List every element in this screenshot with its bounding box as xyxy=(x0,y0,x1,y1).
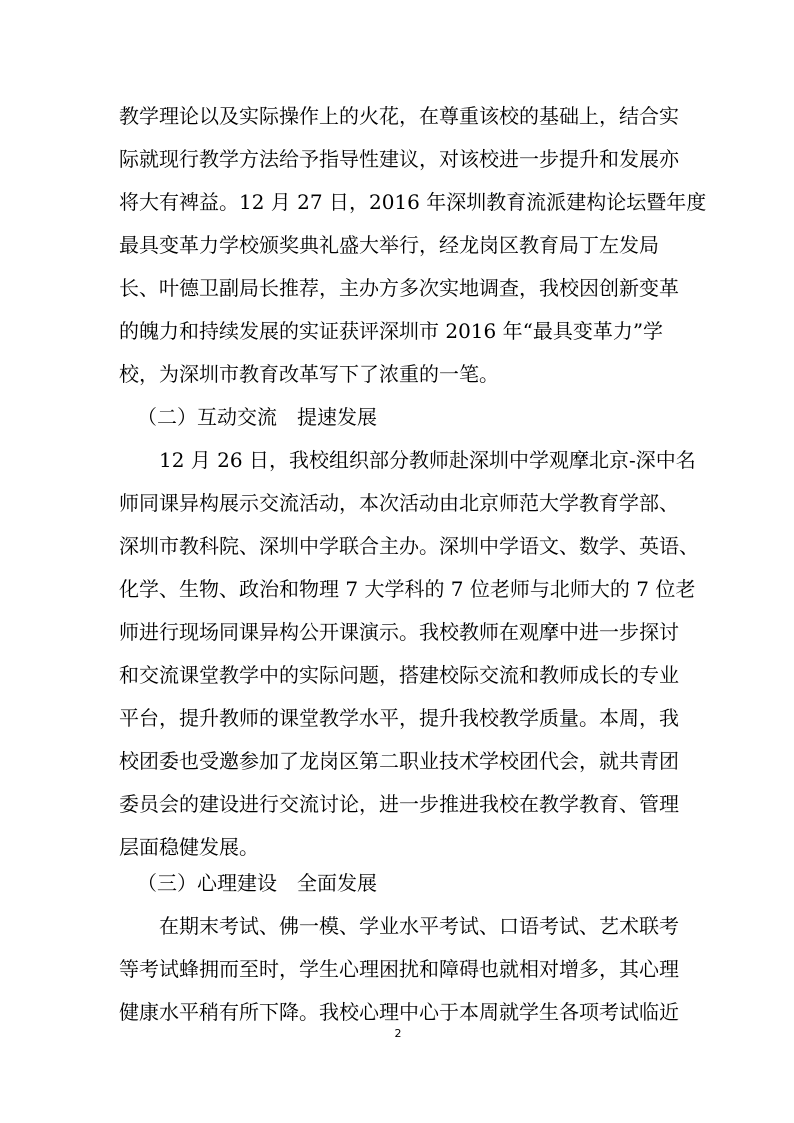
body-text-line: 际就现行教学方法给予指导性建议，对该校进一步提升和发展亦 xyxy=(119,147,679,171)
body-text-line: 平台，提升教师的课堂教学水平，提升我校教学质量。本周，我 xyxy=(119,706,679,730)
body-text-line: 将大有裨益。12 月 27 日，2016 年深圳教育流派建构论坛暨年度 xyxy=(119,190,707,214)
body-text-line: 校，为深圳市教育改革写下了浓重的一笔。 xyxy=(119,362,499,386)
body-text-line: 最具变革力学校颁奖典礼盛大举行，经龙岗区教育局丁左发局 xyxy=(119,233,659,257)
body-text-line: 和交流课堂教学中的实际问题，搭建校际交流和教师成长的专业 xyxy=(119,663,679,687)
body-text-line: 教学理论以及实际操作上的火花，在尊重该校的基础上，结合实 xyxy=(119,104,679,128)
body-text-line: 校团委也受邀参加了龙岗区第二职业技术学校团代会，就共青团 xyxy=(119,749,679,773)
body-text-line: 师进行现场同课异构公开课演示。我校教师在观摩中进一步探讨 xyxy=(119,620,679,644)
page-number: 2 xyxy=(394,1027,402,1040)
body-text-line: 在期末考试、佛一模、学业水平考试、口语考试、艺术联考 xyxy=(159,914,679,938)
body-text-line: 委员会的建设进行交流讨论，进一步推进我校在教学教育、管理 xyxy=(119,792,679,816)
body-text-line: 师同课异构展示交流活动，本次活动由北京师范大学教育学部、 xyxy=(119,491,679,515)
section-heading: （三）心理建设 全面发展 xyxy=(137,871,377,895)
body-text-line: 层面稳健发展。 xyxy=(119,835,259,859)
body-text-line: 的魄力和持续发展的实证获评深圳市 2016 年“最具变革力”学 xyxy=(119,319,664,343)
body-text-line: 深圳市教科院、深圳中学联合主办。深圳中学语文、数学、英语、 xyxy=(119,534,699,558)
body-text-line: 化学、生物、政治和物理 7 大学科的 7 位老师与北师大的 7 位老 xyxy=(119,577,696,601)
section-heading: （二）互动交流 提速发展 xyxy=(137,405,377,429)
body-text-line: 长、叶德卫副局长推荐，主办方多次实地调查，我校因创新变革 xyxy=(119,276,679,300)
body-text-line: 12 月 26 日，我校组织部分教师赴深圳中学观摩北京-深中名 xyxy=(159,448,696,472)
body-text-line: 健康水平稍有所下降。我校心理中心于本周就学生各项考试临近 xyxy=(119,1000,679,1024)
body-text-line: 等考试蜂拥而至时，学生心理困扰和障碍也就相对增多，其心理 xyxy=(119,957,679,981)
